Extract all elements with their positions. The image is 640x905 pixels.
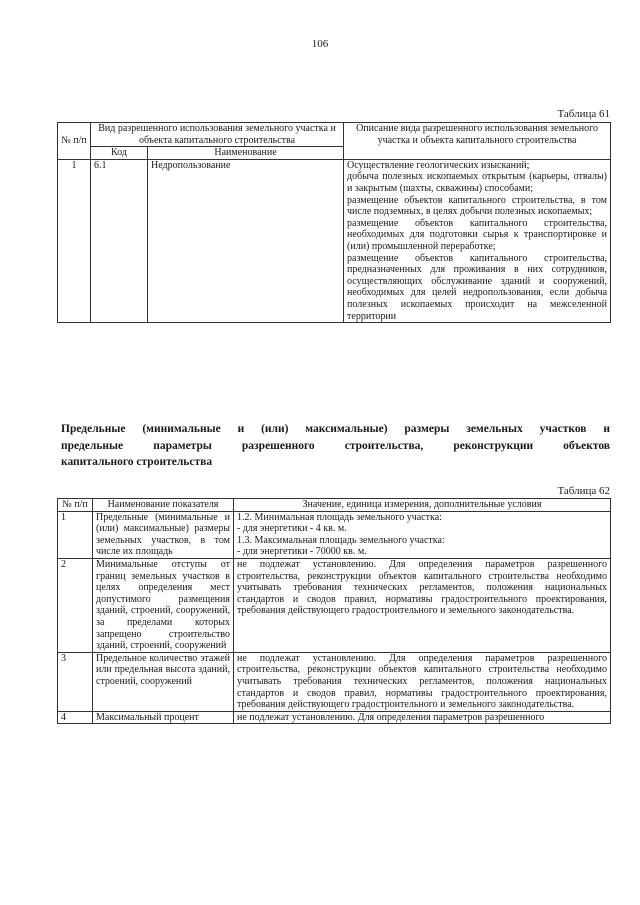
section-heading-line: капитального строительства [61,456,213,468]
table-62 [57,498,611,724]
t62-row-name: Минимальные отступы от границ земельных участков в целях определения мест допустимого размещения зданий, строений, сооружений, за пределами которых запрещено строительство зданий, строений, сооружений [93,558,234,652]
t62-row-value: не подлежат установлению. Для определения параметров разрешенного [234,711,611,724]
desc-line: размещение объектов капитального строительства, необходимых для подготовки сырья к транспортировке и (или) промышленной переработке; [347,217,608,252]
t61-row-name: Недропользование [148,159,344,322]
section-heading-line: предельные параметры разрешенного строительства, реконструкции объектов [61,439,610,452]
table-row [58,511,611,558]
t62-row-name: Максимальный процент [93,711,234,724]
section-heading [61,421,610,471]
value-line: - для энергетики - 70000 кв. м. [237,546,367,558]
t62-header-num: № п/п [58,499,93,512]
t62-row-num: 2 [58,558,93,652]
table-61 [57,122,611,323]
t62-row-value [234,511,611,558]
table-61-label: Таблица 61 [557,108,610,120]
t62-row-num: 3 [58,652,93,711]
t62-header-value: Значение, единица измерения, дополнительные условия [234,499,611,512]
value-line: - для энергетики - 4 кв. м. [237,523,347,535]
t61-header-code: Код [91,147,148,160]
desc-line: размещение объектов капитального строительства, предназначенных для проживания в них сотрудников, осуществляющих обслуживание зданий и сооружений, необходимых для целей недропользования, если добыча полезных ископаемых происходит на межселенной территории [347,252,608,322]
table-row [58,711,611,724]
t61-header-name: Наименование [148,147,344,160]
t62-row-value: не подлежат установлению. Для определения параметров разрешенного строительства, реконструкции объектов капитального строительства необходимо учитывать требования технических регламентов, положения национальных стандартов и сводов правил, нормативы градостроительного проектирования, требования действующего градостроительного и земельного законодательства. [234,652,611,711]
t62-header-name: Наименование показателя [93,499,234,512]
table-row [58,558,611,652]
table-row [58,159,611,322]
t62-row-name: Предельное количество этажей или предельная высота зданий, строений, сооружений [93,652,234,711]
t61-header-desc: Описание вида разрешенного использования земельного участка и объекта капитального строительства [344,123,611,160]
desc-line: размещение объектов капитального строительства, в том числе подземных, в целях добычи полезных ископаемых; [347,194,608,218]
t62-row-value: не подлежат установлению. Для определения параметров разрешенного строительства, реконструкции объектов капитального строительства необходимо учитывать требования технических регламентов, положения национальных стандартов и сводов правил, нормативы градостроительного проектирования, требования действующего градостроительного и земельного законодательства. [234,558,611,652]
table-row [58,652,611,711]
t62-row-name: Предельные (минимальные и (или) максимальные) размеры земельных участков, в том числе их площадь [93,511,234,558]
section-heading-line: Предельные (минимальные и (или) максимальные) размеры земельных участков и [61,423,610,435]
desc-line: добыча полезных ископаемых открытым (карьеры, отвалы) и закрытым (шахты, скважины) способами; [347,171,608,194]
t61-row-code: 6.1 [91,159,148,322]
t62-row-num: 1 [58,511,93,558]
value-line: 1.3. Максимальная площадь земельного участка: [237,534,445,546]
page-number: 106 [311,38,329,50]
t62-row-num: 4 [58,711,93,724]
desc-line: Осуществление геологических изысканий; [347,159,530,171]
t61-row-num: 1 [58,159,91,322]
table-62-label: Таблица 62 [557,485,610,497]
t61-row-desc [344,159,611,322]
t61-header-num: № п/п [58,123,91,160]
t61-header-kind: Вид разрешенного использования земельного участка и объекта капитального строительства [91,123,344,147]
value-line: 1.2. Минимальная площадь земельного участка: [237,511,442,523]
